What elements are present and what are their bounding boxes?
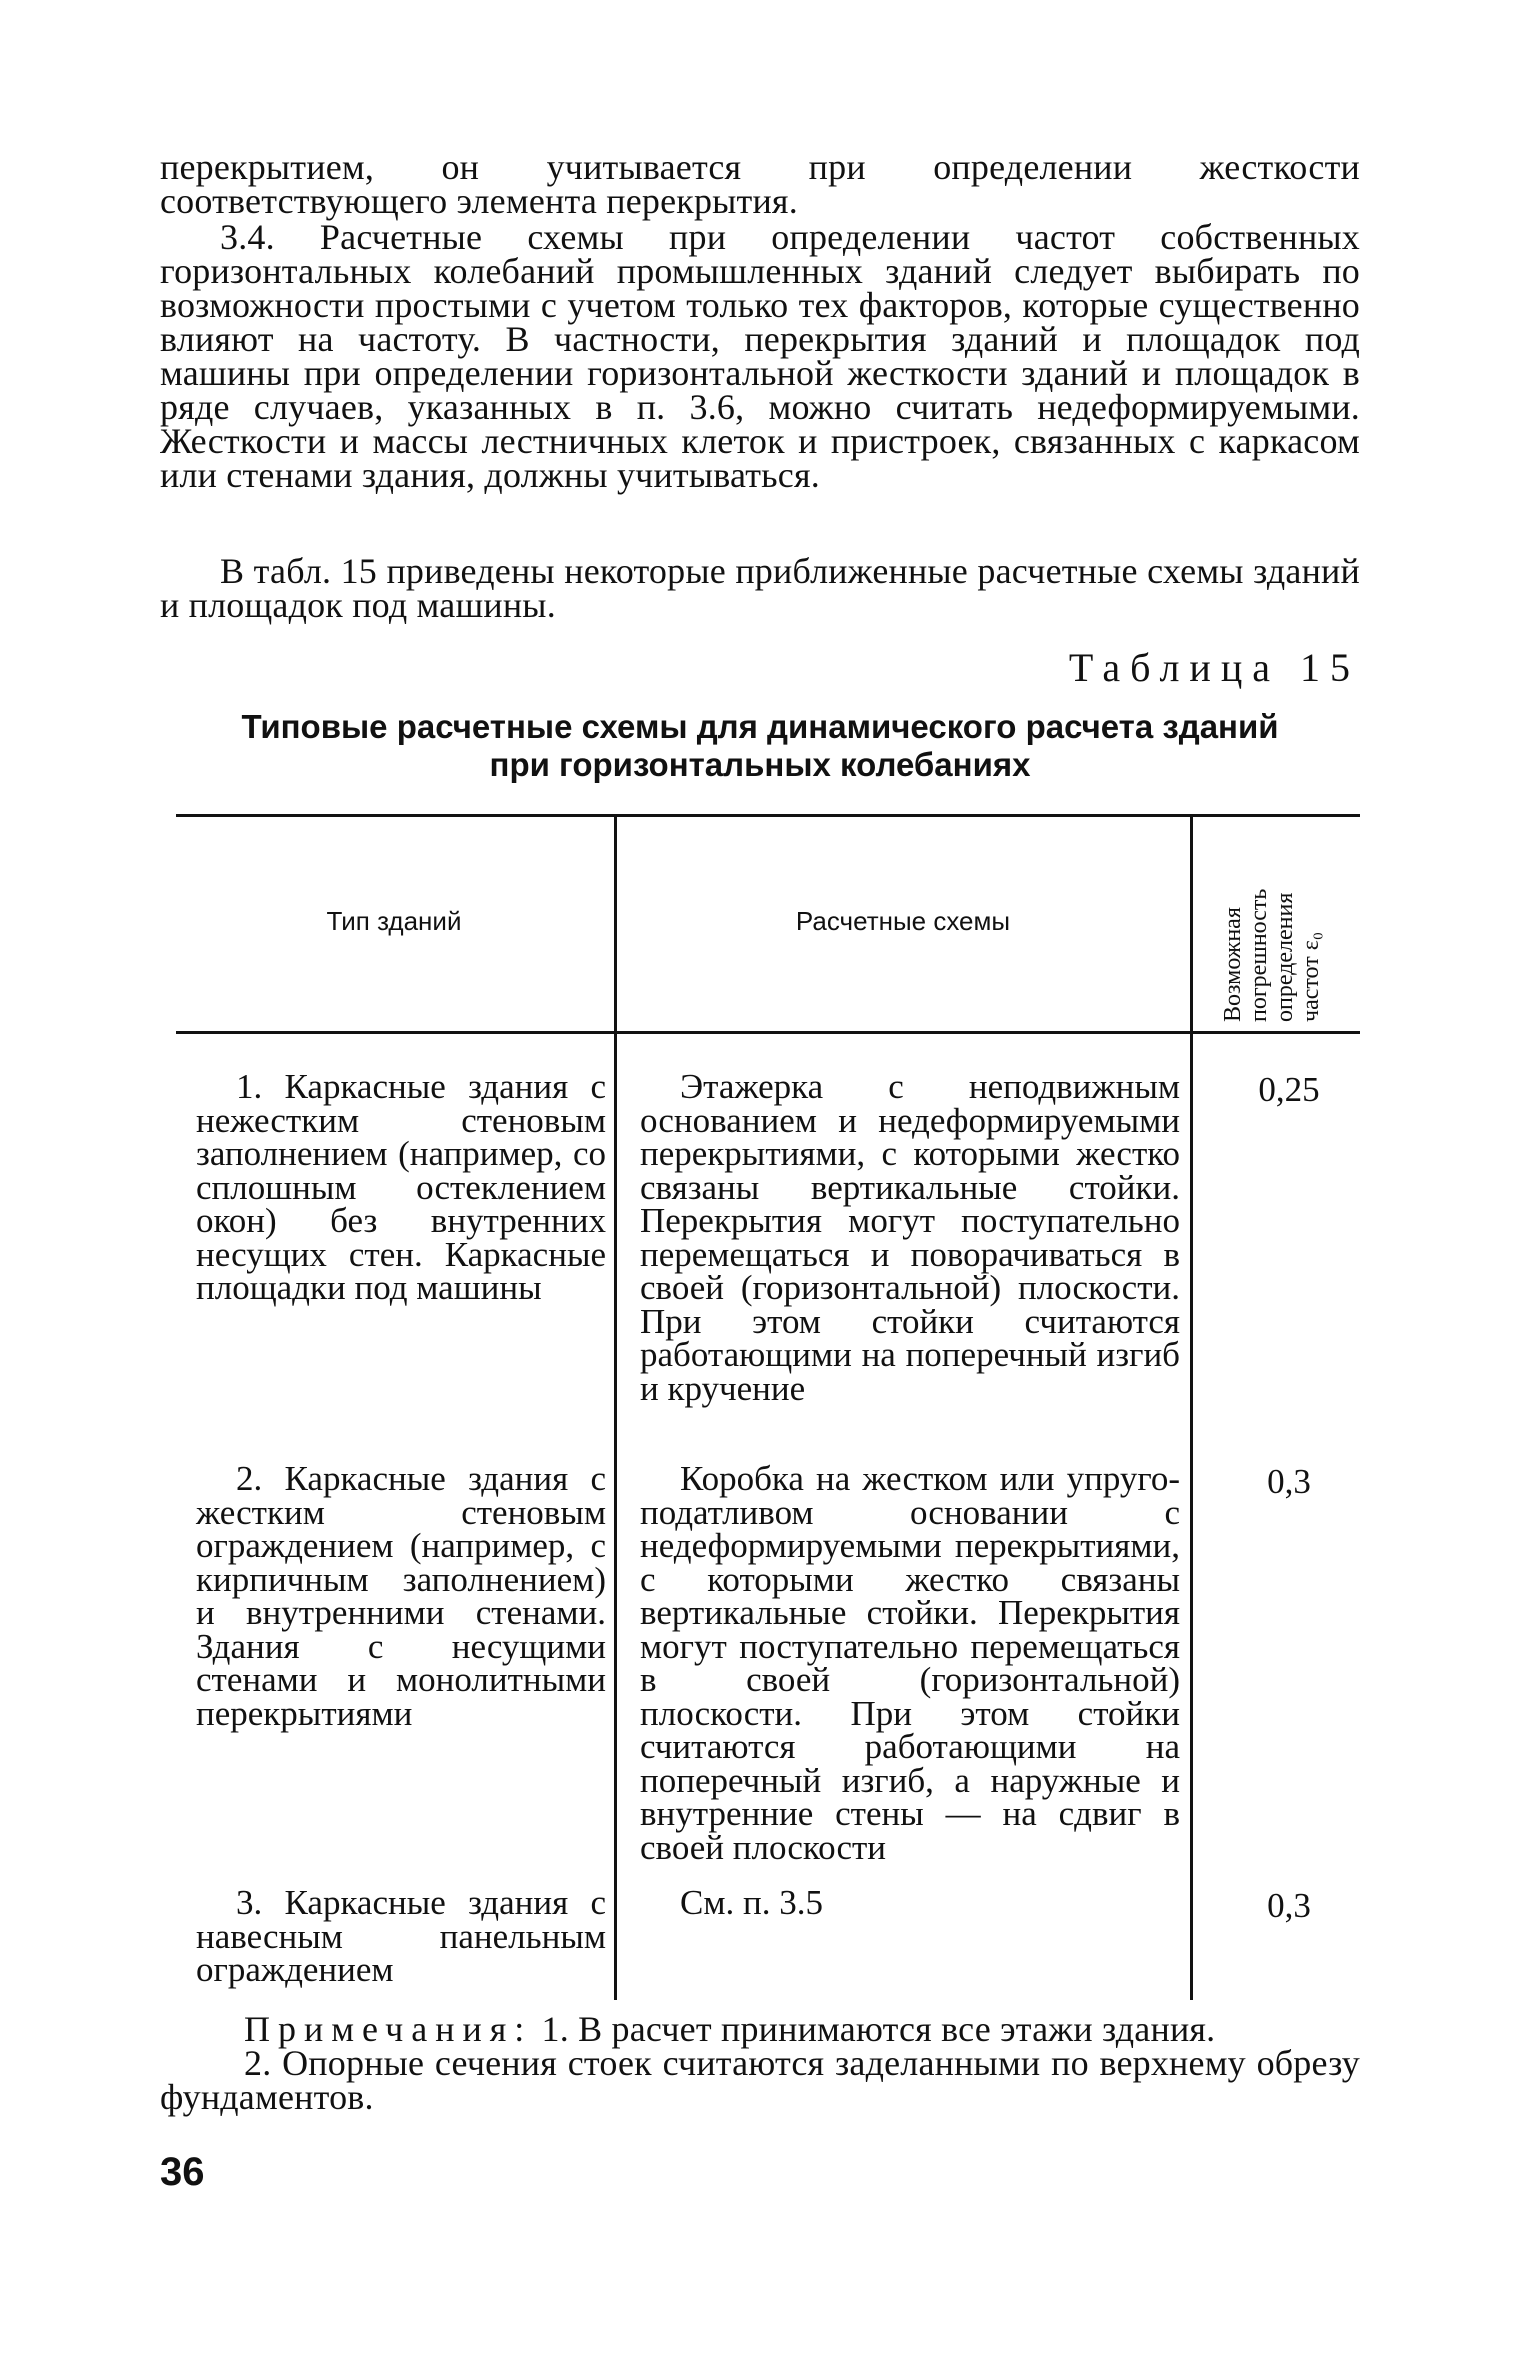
table-notes	[160, 2009, 1360, 2117]
header-error: Возможная погрешность определения частот ε₀	[1220, 888, 1324, 1022]
table-title-line-2: при горизонтальных колебаниях	[489, 746, 1031, 783]
row-3-scheme: См. п. 3.5	[680, 1883, 823, 1922]
row-1-type: 1. Каркасные здания с нежестким стеновым заполнением (например, со сплошным остеклением окон) без внутренних несущих стен. Каркасные площадки под машины	[196, 1067, 606, 1307]
table-title	[160, 708, 1360, 784]
row-2-scheme: Коробка на жестком или упруго-податливом основании с недеформируемыми перекрытиями, с которыми жестко связаны вертикальные стойки. Перекрытия могут поступательно перемещаться в своей (горизонтальной) плоскости. При этом стойки считаются работающими на поперечный изгиб, а наружные и внутренние стены — на сдвиг в своей плоскости	[640, 1459, 1180, 1867]
table-title-line-1: Типовые расчетные схемы для динамического расчета зданий	[241, 708, 1279, 745]
row-3-error: 0,3	[1267, 1886, 1311, 1925]
header-type: Тип зданий	[326, 906, 462, 936]
page-number: 36	[160, 2150, 205, 2194]
row-1-error: 0,25	[1258, 1070, 1320, 1109]
column-divider-2	[1190, 816, 1193, 2000]
column-divider-1	[614, 816, 617, 2000]
row-1-scheme: Этажерка с неподвижным основанием и недеформируемыми перекрытиями, с которыми жестко связаны вертикальные стойки. Перекрытия могут поступательно перемещаться и поворачиваться в своей (горизонтальной) плоскости. При этом стойки считаются работающими на поперечный изгиб и кручение	[640, 1067, 1180, 1408]
notes-label: Примечания:	[244, 2009, 533, 2049]
continuation-paragraph: перекрытием, он учитывается при определении жесткости соответствующего элемента перекрытия.	[160, 147, 1360, 221]
table-header-rule	[176, 1031, 1360, 1034]
row-2-type: 2. Каркасные здания с жестким стеновым ограждением (например, с кирпичным заполнением) и внутренними стенами. Здания с несущими стенами и монолитными перекрытиями	[196, 1459, 606, 1733]
note-2: 2. Опорные сечения стоек считаются заделанными по верхнему обрезу фундаментов.	[160, 2043, 1360, 2117]
row-2-error: 0,3	[1267, 1462, 1311, 1501]
note-1: 1. В расчет принимаются все этажи здания.	[541, 2009, 1216, 2049]
section-3-4-paragraph: 3.4. Расчетные схемы при определении частот собственных горизонтальных колебаний промышленных зданий следует выбирать по возможности простыми с учетом только тех факторов, которые существенно влияют на частоту. В частности, перекрытия зданий и площадок под машины при определении горизонтальной жесткости зданий и площадок в ряде случаев, указанных в п. 3.6, можно считать недеформируемыми. Жесткости и массы лестничных клеток и пристроек, связанных с каркасом или стенами здания, должны учитываться.	[160, 217, 1360, 495]
table-intro-paragraph: В табл. 15 приведены некоторые приближенные расчетные схемы зданий и площадок под машины.	[160, 551, 1360, 625]
table-label: Таблица 15	[1068, 645, 1360, 690]
note-1-line	[160, 2009, 1360, 2049]
table-top-rule	[176, 814, 1360, 817]
row-3-type: 3. Каркасные здания с навесным панельным ограждением	[196, 1883, 606, 1989]
header-schemes: Расчетные схемы	[795, 906, 1011, 936]
